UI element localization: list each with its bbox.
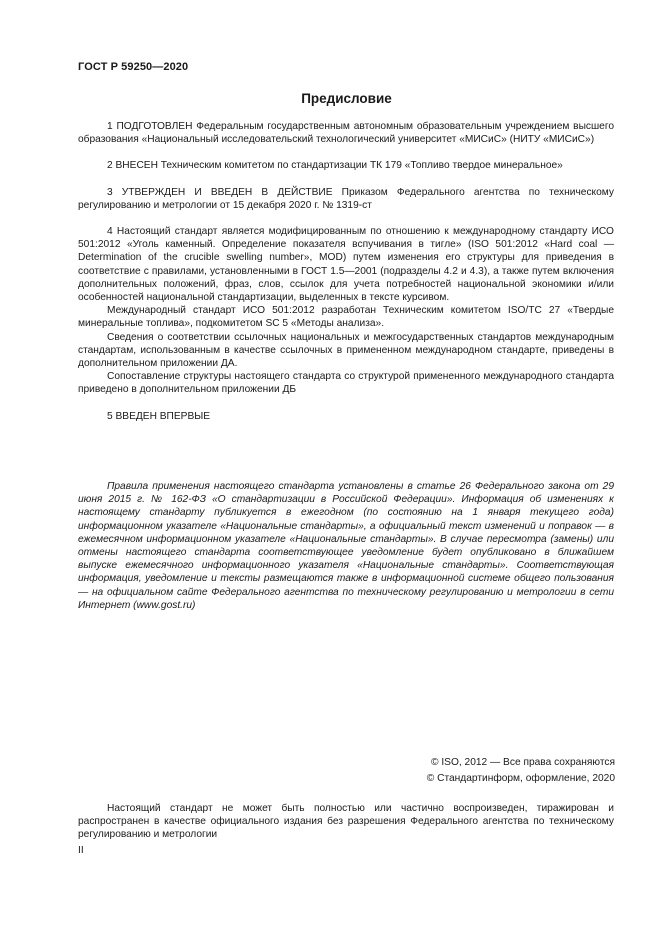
clause-4-structure: Сопоставление структуры настоящего стандарта со структурой примененного международного стандарта приведено в дополнительном приложении ДБ xyxy=(78,371,614,396)
clause-2-introduced: 2 ВНЕСЕН Техническим комитетом по стандартизации ТК 179 «Топливо твердое минеральное» xyxy=(107,160,563,172)
page-title: Предисловие xyxy=(301,91,392,106)
reproduction-notice: Настоящий стандарт не может быть полностью или частично воспроизведен, тиражирован и распространен в качестве официального издания без разрешения Федерального агентства по техническому регулированию и метрологии xyxy=(78,803,614,841)
application-rules-notice: Правила применения настоящего стандарта установлены в статье 26 Федерального закона от 29 июня 2015 г. № 162-ФЗ «О стандартизации в Российской Федерации». Информация об изменениях к настоящему стандарту публикуется в ежегодном (по состоянию на 1 января текущего года) информационном указателе «Национальные стандарты», а официальный текст изменений и поправок — в ежемесячном информационном указателе «Национальные стандарты». В случае пересмотра (замены) или отмены настоящего стандарта соответствующее уведомление будет опубликовано в ближайшем выпуске ежемесячного информационного указателя «Национальные стандарты». Соответствующая информация, уведомление и тексты размещаются также в информационной системе общего пользования — на официальном сайте Федерального агентства по техническому регулированию и метрологии в сети Интернет (www.gost.ru) xyxy=(78,481,614,611)
clause-4-modified: 4 Настоящий стандарт является модифицированным по отношению к международному стандарту ИСО 501:2012 «Уголь каменный. Определение показателя вспучивания в тигле» (ISO 501:2012 «Hard coal — Determination of the crucible swelling number», MOD) путем изменения его структуры для приведения в соответствие с правилами, установленными в ГОСТ 1.5—2001 (подразделы 4.2 и 4.3), а также путем включения дополнительных положений, фраз, слов, ссылок для учета потребностей национальной экономики и/или особенностей национальной стандартизации, выделенных в тексте курсивом. xyxy=(78,226,614,304)
copyright-standartinform: © Стандартинформ, оформление, 2020 xyxy=(426,772,615,784)
preface-body xyxy=(78,120,614,423)
copyright-block xyxy=(427,755,615,786)
copyright-iso: © ISO, 2012 — Все права сохраняются xyxy=(431,757,615,768)
clause-4-references: Сведения о соответствии ссылочных национальных и межгосударственных стандартов международным стандартам, использованным в качестве ссылочных в примененном международном стандарте, приведены в дополнительном приложении ДА. xyxy=(78,331,614,370)
standard-code: ГОСТ Р 59250—2020 xyxy=(78,61,189,73)
clause-5-first-time: 5 ВВЕДЕН ВПЕРВЫЕ xyxy=(107,410,211,422)
clause-1-prepared: 1 ПОДГОТОВЛЕН Федеральным государственным автономным образовательным учреждением высшего образования «Национальный исследовательский технологический университет «МИСиС» (НИТУ «МИСиС») xyxy=(78,121,614,146)
clause-4-iso-developer: Международный стандарт ИСО 501:2012 разработан Техническим комитетом ISO/TC 27 «Твердые минеральные топлива», подкомитетом SC 5 «Методы анализа». xyxy=(78,305,614,330)
page-number: II xyxy=(78,845,84,856)
clause-3-approved: 3 УТВЕРЖДЕН И ВВЕДЕН В ДЕЙСТВИЕ Приказом Федерального агентства по техническому регулированию и метрологии от 15 декабря 2020 г. № 1319-ст xyxy=(78,186,614,211)
